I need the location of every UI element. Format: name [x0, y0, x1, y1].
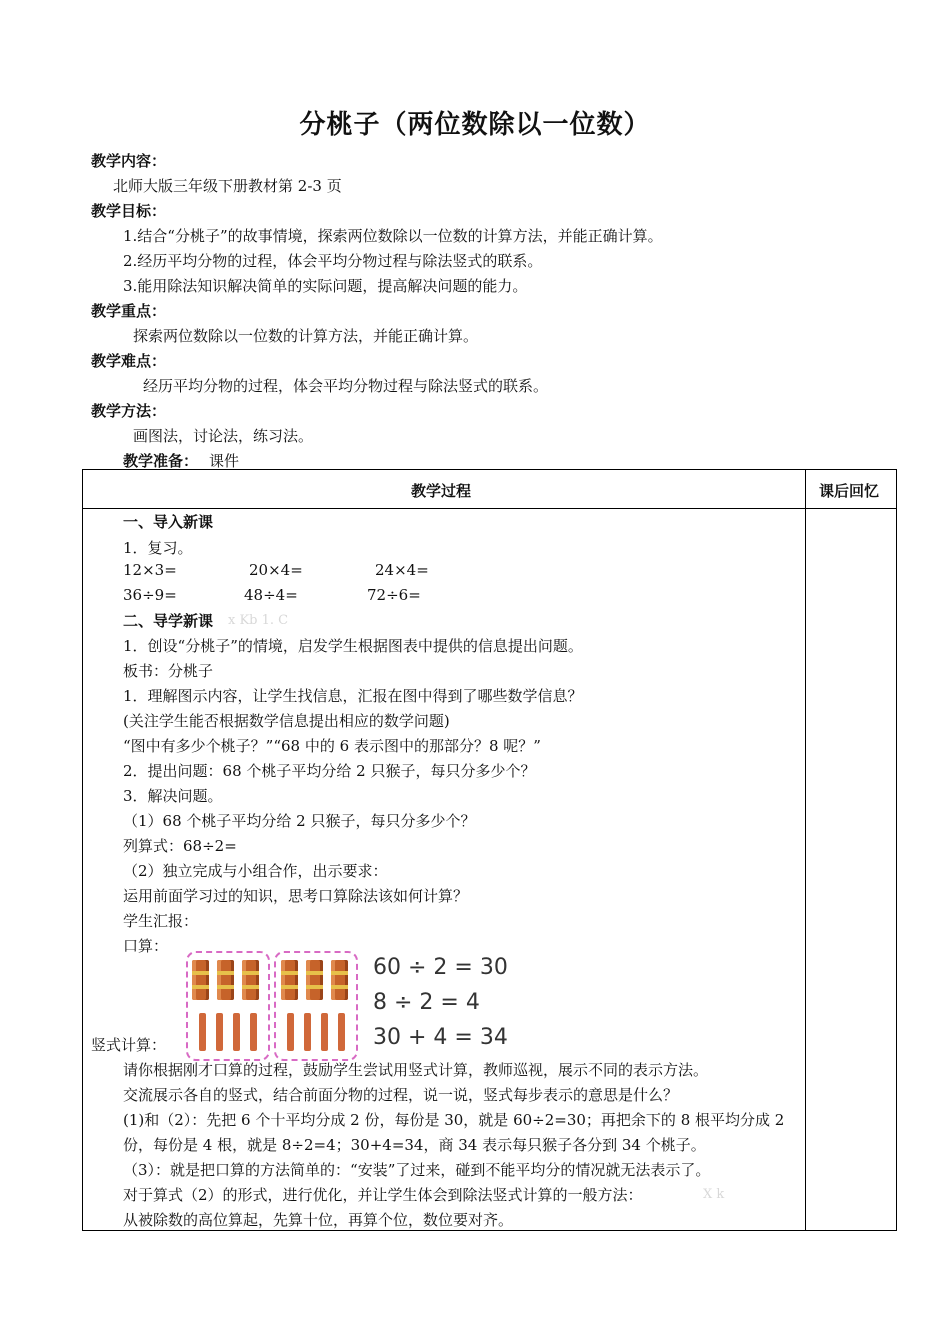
single-stick [287, 1013, 294, 1051]
single-stick [250, 1013, 257, 1051]
single-stick [321, 1013, 328, 1051]
equation: 60 ÷ 2 = 30 [373, 955, 508, 980]
equation: 30 + 4 = 34 [373, 1025, 508, 1050]
process-line: 请你根据刚才口算的过程，鼓励学生尝试用竖式计算，教师巡视，展示不同的表示方法。 [123, 1061, 709, 1079]
goals-label: 教学目标： [91, 202, 167, 220]
single-stick [338, 1013, 345, 1051]
goal-item: 2.经历平均分物的过程，体会平均分物过程与除法竖式的联系。 [123, 252, 543, 270]
process-line: 3．解决问题。 [123, 787, 223, 805]
exercise: 36÷9= [123, 586, 177, 604]
header-divider [83, 508, 896, 509]
process-line: “图中有多少个桃子？”“68 中的 6 表示图中的那部分？8 呢？” [123, 737, 541, 755]
exercise: 48÷4= [244, 586, 298, 604]
process-line: 1．理解图示内容，让学生找信息，汇报在图中得到了哪些数学信息？ [123, 687, 583, 705]
single-stick [233, 1013, 240, 1051]
header-review: 课后回忆 [819, 482, 880, 500]
watermark: x Kb 1. C [228, 613, 289, 628]
ten-bundle [281, 960, 298, 1000]
process-line: （2）独立完成与小组合作，出示要求： [123, 862, 388, 880]
process-line: 口算： [123, 937, 169, 955]
ten-bundle [306, 960, 323, 1000]
process-line: 对于算式（2）的形式，进行优化，并让学生体会到除法竖式计算的一般方法： [123, 1186, 643, 1204]
process-line: 运用前面学习过的知识，思考口算除法该如何计算？ [123, 887, 469, 905]
content-text: 北师大版三年级下册教材第 2-3 页 [113, 177, 342, 195]
page-title: 分桃子（两位数除以一位数） [299, 110, 651, 140]
focus-text: 探索两位数除以一位数的计算方法，并能正确计算。 [133, 327, 479, 345]
prep-text: 课件 [209, 452, 240, 470]
focus-label: 教学重点： [91, 302, 167, 320]
single-stick [199, 1013, 206, 1051]
exercise: 24×4= [375, 561, 429, 579]
equation: 8 ÷ 2 = 4 [373, 990, 480, 1015]
process-line: 板书：分桃子 [123, 662, 214, 680]
process-line: （3）：就是把口算的方法简单的：“安装”了过来，碰到不能平均分的情况就无法表示了。 [123, 1161, 711, 1179]
single-stick [216, 1013, 223, 1051]
process-line: 列算式：68÷2= [123, 837, 237, 855]
process-line: 2．提出问题：68 个桃子平均分给 2 只猴子，每只分多少个？ [123, 762, 536, 780]
vertical-calc-label: 竖式计算： [91, 1036, 167, 1054]
exercise: 20×4= [249, 561, 303, 579]
exercise: 72÷6= [367, 586, 421, 604]
method-label: 教学方法： [91, 402, 167, 420]
exercise: 12×3= [123, 561, 177, 579]
process-line: 从被除数的高位算起，先算十位，再算个位，数位要对齐。 [123, 1211, 514, 1229]
process-line: 份，每份是 4 根，就是 8÷2=4；30+4=34，商 34 表示每只猴子各分到 34 个桃子。 [123, 1136, 706, 1154]
section-intro: 一、导入新课 [123, 513, 214, 531]
ten-bundle [217, 960, 234, 1000]
watermark: X k [703, 1187, 725, 1202]
difficulty-text: 经历平均分物的过程，体会平均分物过程与除法竖式的联系。 [143, 377, 549, 395]
ten-bundle [242, 960, 259, 1000]
section-new: 二、导学新课 [123, 612, 214, 630]
prep-label: 教学准备： [123, 452, 199, 470]
process-line: 交流展示各自的竖式，结合前面分物的过程，说一说，竖式每步表示的意思是什么？ [123, 1086, 679, 1104]
content-label: 教学内容： [91, 152, 167, 170]
process-line: （1）68 个桃子平均分给 2 只猴子，每只分多少个？ [123, 812, 476, 830]
header-process: 教学过程 [411, 482, 472, 500]
review-label: 1．复习。 [123, 539, 193, 557]
ten-bundle [331, 960, 348, 1000]
process-line: 1．创设“分桃子”的情境，启发学生根据图表中提供的信息提出问题。 [123, 637, 583, 655]
single-stick [304, 1013, 311, 1051]
method-text: 画图法，讨论法，练习法。 [133, 427, 314, 445]
ten-bundle [192, 960, 209, 1000]
process-line: 学生汇报： [123, 912, 199, 930]
goal-item: 1.结合“分桃子”的故事情境，探索两位数除以一位数的计算方法，并能正确计算。 [123, 227, 663, 245]
goal-item: 3.能用除法知识解决简单的实际问题，提高解决问题的能力。 [123, 277, 528, 295]
column-divider [805, 470, 806, 1230]
difficulty-label: 教学难点： [91, 352, 167, 370]
process-line: (关注学生能否根据数学信息提出相应的数学问题) [123, 712, 450, 730]
process-line: (1)和（2）：先把 6 个十平均分成 2 份，每份是 30，就是 60÷2=30；再把余下的 8 根平均分成 2 [123, 1111, 785, 1129]
